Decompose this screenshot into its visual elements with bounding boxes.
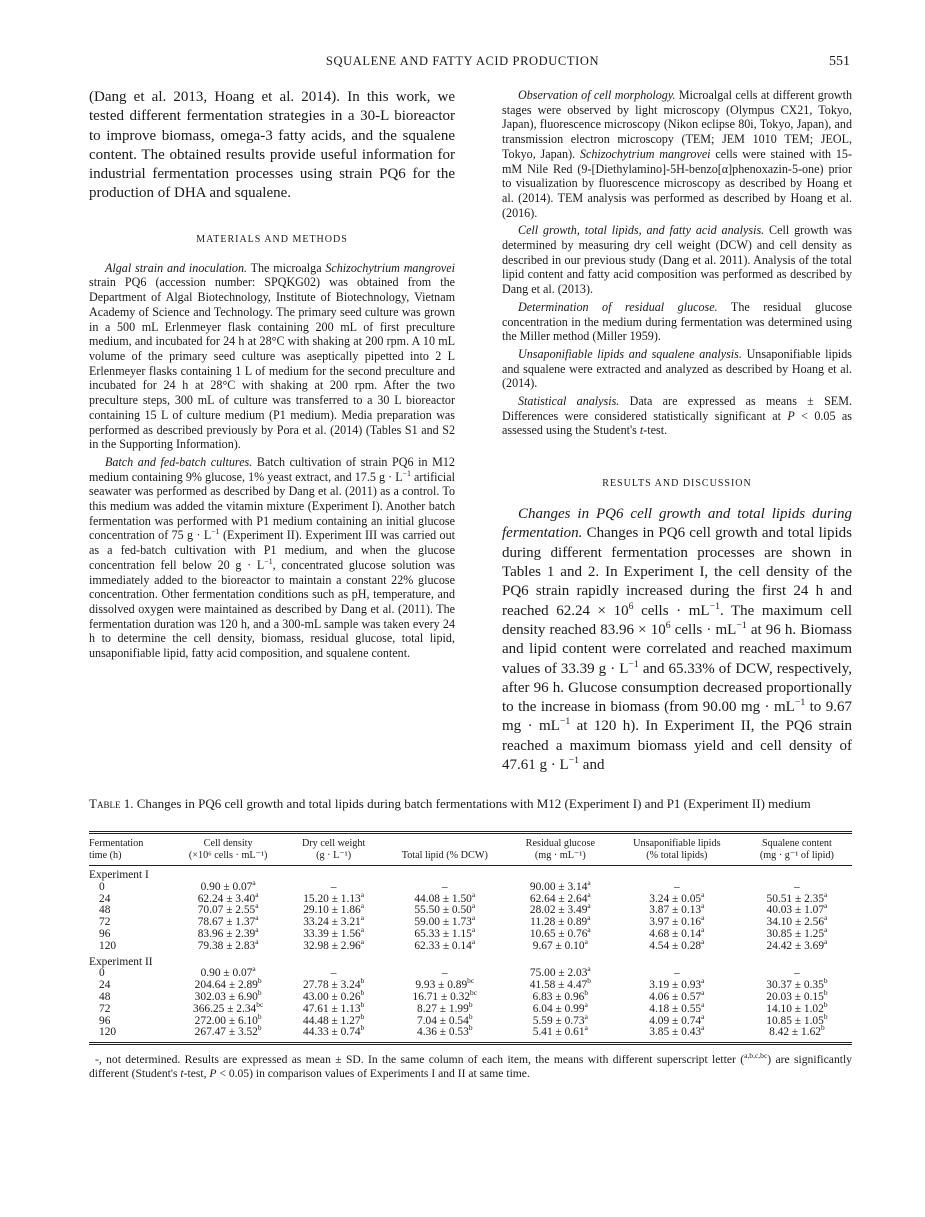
value-cell: 0.90 ± 0.07$^a$ — [200, 878, 256, 893]
value-cell: 62.24 ± 3.40$^a$ — [197, 889, 259, 905]
column-header: Squalene content (mg · g⁻¹ of lipid) — [742, 834, 852, 866]
significance-letter: a — [255, 901, 259, 911]
significance-letter: a — [824, 925, 828, 935]
significance-letter: a — [587, 901, 591, 911]
significance-letter: a — [255, 889, 259, 899]
significance-letter: a — [252, 878, 256, 887]
run-in-heading: Algal strain and inoculation. — [105, 260, 248, 275]
time-cell: 120 — [99, 939, 117, 952]
value-cell: 75.00 ± 2.03$^a$ — [529, 964, 591, 980]
column-header: Total lipid (% DCW) — [381, 834, 509, 866]
value-cell: 44.33 ± 0.74$^b$ — [303, 1023, 365, 1039]
value-cell: 29.10 ± 1.86$^a$ — [303, 901, 365, 917]
significance-letter: b — [820, 1023, 825, 1033]
significance-letter: a — [360, 936, 365, 946]
significance-letter: b — [360, 976, 365, 986]
significance-letter: b — [360, 1023, 365, 1033]
value-cell: 15.20 ± 1.13$^a$ — [303, 889, 365, 905]
significance-letter: a — [255, 936, 259, 946]
paragraph-statistical: Statistical analysis. Data are expressed as means ± SEM. Differences were considered statistically significant at P < 0.05 as assessed using the Student's t-test. — [502, 394, 852, 438]
value-cell: 44.48 ± 1.27$^b$ — [303, 1011, 365, 1027]
table-1 — [89, 796, 852, 1080]
significance-letter: b — [587, 976, 591, 986]
significance-letter: a — [701, 988, 705, 998]
value-cell: 27.78 ± 3.24$^b$ — [303, 976, 365, 992]
significance-letter: b — [257, 976, 262, 986]
intro-paragraph: (Dang et al. 2013, Hoang et al. 2014). In this work, we tested different fermentation strategies in a 30-L bioreactor to improve biomass, omega-3 fatty acids, and the squalene content. The obtained results provide useful information for industrial fermentation processes using strain PQ6 for the production of DHA and squalene. — [89, 89, 455, 202]
significance-letter: b — [468, 1011, 473, 1021]
time-cell: 96 — [99, 1014, 111, 1027]
column-header: Dry cell weight (g · L⁻¹) — [287, 834, 381, 866]
value-cell: 47.61 ± 1.13$^b$ — [303, 999, 365, 1015]
value-cell: 65.33 ± 1.15$^a$ — [414, 925, 476, 940]
group-label: Experiment II — [89, 955, 153, 968]
value-cell: 8.27 ± 1.99$^b$ — [417, 999, 473, 1015]
time-cell: 72 — [99, 916, 111, 929]
significance-letter: a — [701, 889, 705, 899]
value-cell: 43.00 ± 0.26$^b$ — [303, 988, 365, 1003]
value-cell: 4.18 ± 0.55$^a$ — [649, 999, 705, 1015]
significance-letter: a — [252, 964, 256, 974]
column-header: Cell density (×10⁶ cells · mL⁻¹) — [170, 834, 287, 866]
time-cell: 120 — [99, 1026, 117, 1039]
value-cell: 34.10 ± 2.56$^a$ — [766, 913, 828, 929]
table-footnote: -, not determined. Results are expressed as mean ± SD. In the same column of each item, the means with different superscript letter ($^{a,b,c,bc}$) are significantly different (Student's t-test, P < 0.05) in comparison values of Experiments I and II at same time. — [89, 1051, 852, 1080]
significance-letter: a — [360, 913, 365, 923]
significance-letter: a — [701, 999, 705, 1009]
value-cell: 366.25 ± 2.34$^{bc}$ — [193, 999, 264, 1015]
value-cell: 28.02 ± 3.49$^a$ — [529, 901, 591, 917]
paragraph-results: Changes in PQ6 cell growth and total lipids during fermentation. Changes in PQ6 cell growth and total lipids during different fermentation processes are shown in Tables 1 and 2. In Experiment I, the cell density of the PQ6 strain rapidly increased during the first 24 h and reached $62.24 \times 10^6$ cells · $mL^{-1}$. The maximum cell density reached $83.96 \times 10^6$ cells · $mL^{-1}$ at 96 h. Biomass and lipid content were correlated and reached maximum values of 33.39 $g \cdot L^{-1}$ and 65.33% of DCW, respectively, after 96 h. Glucose consumption decreased proportionally to the increase in biomass (from 90.00 mg · $mL^{-1}$ to 9.67 mg · $mL^{-1}$ at 120 h). In Experiment II, the PQ6 strain reached a maximum biomass yield and cell density of 47.61 $g \cdot L^{-1}$ and — [502, 506, 853, 774]
significance-letter: a — [587, 889, 591, 899]
significance-letter: b — [823, 976, 828, 986]
value-cell: 4.68 ± 0.14$^a$ — [649, 925, 705, 940]
significance-letter: b — [823, 999, 828, 1009]
time-cell: 72 — [99, 1002, 111, 1015]
column-header: Unsaponifiable lipids (% total lipids) — [612, 834, 742, 866]
value-cell: 272.00 ± 6.10$^b$ — [194, 1011, 262, 1027]
significance-letter: a — [824, 913, 828, 923]
value-cell: – — [330, 967, 337, 980]
time-cell: 24 — [99, 979, 111, 992]
significance-letter: a — [824, 901, 828, 911]
significance-letter: bc — [256, 999, 264, 1009]
value-cell: – — [794, 967, 800, 980]
significance-letter: a — [701, 976, 705, 986]
left-column — [89, 88, 455, 661]
significance-letter: a — [587, 964, 591, 974]
value-cell: 90.00 ± 3.14$^a$ — [529, 878, 591, 893]
significance-letter: a — [255, 913, 259, 923]
value-cell: 33.24 ± 3.21$^a$ — [303, 913, 365, 929]
value-cell: 32.98 ± 2.96$^a$ — [303, 936, 365, 952]
paragraph-batch-cultures: Batch and fed-batch cultures. Batch cultivation of strain PQ6 in M12 medium containing 9% glucose, 1% yeast extract, and 17.5 $g \cdot L^{-1}$ artificial seawater was performed as described by Dang et al. (2011) as a control. To this medium was added the vitamin mixture (Experiment I). Another batch fermentation was performed with P1 medium containing an initial glucose concentration of 75 $g \cdot L^{-1}$ (Experiment II). Experiment III was carried out as a fed-batch cultivation with P1 medium, and when the glucose concentration fell below 20 $g \cdot L^{-1}$, concentrated glucose solution was immediately added to the bioreactor to maintain a constant 22% glucose concentration. Other fermentation conditions such as pH, temperature, and dissolved oxygen were maintained as described by Dang et al. (2011). The fermentation duration was 120 h, and a 300-mL sample was taken every 24 h to determine the cell density, biomass, residual glucose, total lipid, unsaponifiable lipid, fatty acid composition, and squalene content. — [89, 454, 456, 661]
significance-letter: a — [584, 936, 588, 946]
value-cell: 3.97 ± 0.16$^a$ — [649, 913, 705, 929]
time-cell: 24 — [99, 892, 111, 905]
significance-letter: a — [360, 925, 365, 935]
significance-letter: b — [823, 1011, 828, 1021]
significance-letter: a — [587, 878, 591, 887]
significance-letter: b — [257, 1011, 262, 1021]
significance-letter: a — [584, 999, 588, 1009]
value-cell: 79.38 ± 2.83$^a$ — [197, 936, 259, 952]
section-heading-methods: MATERIALS AND METHODS — [196, 233, 348, 245]
value-cell: 44.08 ± 1.50$^a$ — [414, 889, 476, 905]
value-cell: – — [673, 880, 680, 893]
significance-letter: a — [255, 925, 259, 935]
paragraph-residual-glucose: Determination of residual glucose. The residual glucose concentration in the medium during fermentation was determined using the Miller method (Miller 1959). — [502, 299, 852, 344]
time-cell: 48 — [99, 990, 111, 1003]
value-cell: 16.71 ± 0.32$^{bc}$ — [412, 988, 478, 1003]
significance-letter: b — [360, 988, 365, 998]
value-cell: 10.85 ± 1.05$^b$ — [766, 1011, 828, 1027]
value-cell: 7.04 ± 0.54$^b$ — [417, 1011, 473, 1027]
value-cell: 62.33 ± 0.14$^a$ — [414, 936, 476, 952]
table-row — [89, 1027, 852, 1042]
value-cell: 3.24 ± 0.05$^a$ — [649, 889, 705, 905]
paragraph-cell-growth: Cell growth, total lipids, and fatty acid analysis. Cell growth was determined by measuring dry cell weight (DCW) and cell density as described in our previous study (Dang et al. 2011). Analysis of the total lipid content and fatty acid composition was performed as described by Dang et al. (2013). — [502, 223, 852, 297]
significance-letter: a — [701, 925, 705, 935]
value-cell: 5.59 ± 0.73$^a$ — [532, 1011, 588, 1027]
value-cell: 3.85 ± 0.43$^a$ — [649, 1023, 705, 1039]
significance-letter: a — [701, 913, 705, 923]
value-cell: 9.67 ± 0.10$^a$ — [532, 936, 588, 952]
value-cell: 8.42 ± 1.62$^b$ — [769, 1023, 825, 1039]
significance-letter: b — [823, 988, 828, 998]
species-name: Schizochytrium mangrovei — [325, 260, 455, 275]
table-caption: Table 1. Changes in PQ6 cell growth and total lipids during batch fermentations with M12 (Experiment I) and P1 (Experiment II) medium — [89, 796, 811, 811]
significance-letter: b — [360, 999, 365, 1009]
running-title: SQUALENE AND FATTY ACID PRODUCTION — [325, 54, 600, 68]
run-in-heading: Batch and fed-batch cultures. — [105, 454, 253, 469]
value-cell: 70.07 ± 2.55$^a$ — [197, 901, 259, 917]
value-cell: 3.87 ± 0.13$^a$ — [649, 901, 705, 917]
value-cell: 14.10 ± 1.02$^b$ — [766, 999, 828, 1015]
significance-letter: a — [360, 889, 365, 899]
value-cell: 40.03 ± 1.07$^a$ — [766, 901, 828, 917]
significance-letter: b — [468, 999, 473, 1009]
value-cell: 55.50 ± 0.50$^a$ — [414, 901, 476, 917]
significance-letter: a — [471, 925, 476, 935]
table-header-row — [89, 834, 852, 866]
value-cell: 41.58 ± 4.47$^b$ — [529, 976, 591, 992]
value-cell: 5.41 ± 0.61$^a$ — [532, 1023, 588, 1039]
value-cell: 30.85 ± 1.25$^a$ — [766, 925, 828, 940]
value-cell: 204.64 ± 2.89$^b$ — [194, 976, 262, 992]
significance-letter: bc — [467, 976, 475, 986]
value-cell: 10.65 ± 0.76$^a$ — [529, 925, 591, 940]
significance-letter: b — [468, 1023, 473, 1033]
significance-letter: a — [584, 1011, 588, 1021]
time-cell: 96 — [99, 927, 111, 940]
paragraph-unsaponifiable: Unsaponifiable lipids and squalene analysis. Unsaponifiable lipids and squalene were extracted and analyzed as described by Hoang et al. (2014). — [502, 346, 852, 391]
significance-letter: b — [360, 1011, 365, 1021]
significance-letter: a — [471, 913, 476, 923]
value-cell: 4.06 ± 0.57$^a$ — [649, 988, 705, 1003]
significance-letter: a — [824, 936, 828, 946]
column-header: Fermentation time (h) — [89, 834, 170, 866]
value-cell: 50.51 ± 2.35$^a$ — [766, 889, 828, 905]
value-cell: 83.96 ± 2.39$^a$ — [197, 925, 259, 940]
value-cell: – — [330, 880, 337, 893]
significance-letter: a — [471, 889, 476, 899]
value-cell: 11.28 ± 0.89$^a$ — [530, 913, 591, 929]
value-cell: – — [794, 880, 800, 893]
value-cell: 20.03 ± 0.15$^b$ — [766, 988, 828, 1003]
value-cell: 302.03 ± 6.90$^b$ — [194, 988, 262, 1003]
significance-letter: a — [471, 936, 476, 946]
significance-letter: a — [584, 1023, 588, 1033]
significance-letter: a — [701, 1023, 705, 1033]
table-label: Table 1. — [89, 796, 134, 811]
page-number: 551 — [829, 54, 850, 69]
value-cell: 3.19 ± 0.93$^a$ — [649, 976, 705, 992]
significance-letter: a — [587, 925, 591, 935]
significance-letter: b — [257, 988, 262, 998]
table-row — [89, 941, 852, 953]
value-cell: – — [673, 967, 680, 980]
significance-letter: a — [701, 901, 705, 911]
species-name: Schizochytrium mangrovei — [579, 146, 711, 161]
time-cell: 0 — [99, 967, 105, 980]
value-cell: 9.93 ± 0.89$^{bc}$ — [415, 976, 475, 992]
significance-letter: bc — [470, 988, 478, 998]
significance-letter: a — [824, 889, 828, 899]
significance-letter: a — [360, 901, 365, 911]
significance-letter: b — [584, 988, 589, 998]
group-row — [89, 953, 852, 969]
value-cell: 267.47 ± 3.52$^b$ — [194, 1023, 262, 1039]
group-label: Experiment I — [89, 869, 149, 881]
group-row — [89, 866, 852, 882]
significance-letter: a — [701, 936, 705, 946]
significance-letter: b — [257, 1023, 262, 1033]
value-cell: 6.83 ± 0.96$^b$ — [532, 988, 589, 1003]
value-cell: 4.36 ± 0.53$^b$ — [417, 1023, 473, 1039]
time-cell: 0 — [99, 880, 105, 893]
time-cell: 48 — [99, 904, 111, 917]
right-column — [502, 88, 852, 775]
value-cell: 0.90 ± 0.07$^a$ — [200, 964, 256, 980]
value-cell: 33.39 ± 1.56$^a$ — [303, 925, 365, 940]
column-header: Residual glucose (mg · mL⁻¹) — [509, 834, 612, 866]
table-bottom-rule — [89, 1042, 852, 1045]
value-cell: – — [441, 967, 448, 980]
data-table — [89, 834, 852, 1042]
paragraph-algal-strain: Algal strain and inoculation. The microalga Schizochytrium mangrovei strain PQ6 (accession number: SPQKG02) was obtained from the Department of Algal Biotechnology, Institute of Biotechnology, Vietnam Academy of Science and Technology. The primary seed culture was grown in a 500 mL Erlenmeyer flask containing 200 mL of first preculture medium, and incubated for 24 h at 28°C with shaking at 200 rpm. A 10 mL volume of the primary seed culture was aseptically pipetted into 2 L Erlenmeyer flasks containing 1 L of medium for the second preculture and incubated for 24 h at 28°C with shaking at 200 rpm. After the two preculture steps, 300 mL of culture was transferred to a 30 L bioreactor containing 15 L of culture medium (P1 medium). Media preparation was performed as described previously by Pora et al. (2014) (Tables S1 and S2 in the Supporting Information). — [89, 260, 455, 452]
value-cell: – — [441, 880, 448, 893]
value-cell: 4.54 ± 0.28$^a$ — [649, 936, 705, 952]
significance-letter: a — [701, 1011, 705, 1021]
value-cell: 24.42 ± 3.69$^a$ — [766, 936, 828, 952]
value-cell: 62.64 ± 2.64$^a$ — [529, 889, 591, 905]
value-cell: 4.09 ± 0.74$^a$ — [649, 1011, 705, 1027]
paragraph-cell-morphology: Observation of cell morphology. Microalgal cells at different growth stages were observed by light microscopy (Olympus CX21, Tokyo, Japan), fluorescence microscopy (Nikon eclipse 80i, Tokyo, Japan), and transmission electron microscopy (TEM; JEM 1010 TEM; JEOL, Tokyo, Japan). Schizochytrium mangrovei cells were stained with 15-mM Nile Red (9-[Diethylamino]-5H-benzo[α]phenoxazin-5-one) prior to visualization by fluorescence microscopy as described by Hoang et al. (2014). TEM analysis was performed as described by Hoang et al. (2016). — [502, 88, 853, 220]
section-heading-results: RESULTS AND DISCUSSION — [602, 478, 752, 490]
table-body — [89, 866, 852, 1043]
value-cell: 30.37 ± 0.35$^b$ — [766, 976, 828, 992]
value-cell: 59.00 ± 1.73$^a$ — [414, 913, 476, 929]
significance-letter: a — [587, 913, 591, 923]
significance-letter: a — [471, 901, 476, 911]
value-cell: 6.04 ± 0.99$^a$ — [532, 999, 588, 1015]
value-cell: 78.67 ± 1.37$^a$ — [197, 913, 259, 929]
